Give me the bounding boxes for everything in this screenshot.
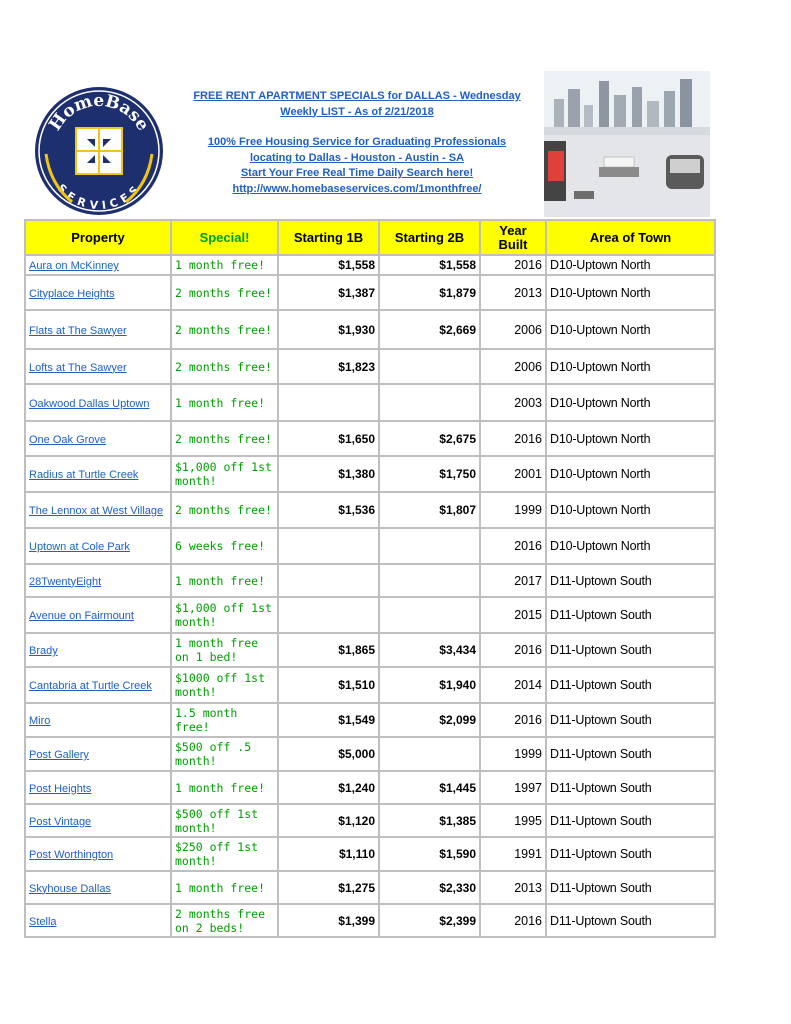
- property-cell: [25, 904, 171, 937]
- property-link[interactable]: Post Gallery: [29, 749, 89, 761]
- area-cell: D10-Uptown North: [546, 275, 715, 310]
- title-line-2: Weekly LIST - As of 2/21/2018: [280, 105, 434, 118]
- logo-brand-top: HomeBase: [45, 90, 153, 135]
- table-row: [25, 275, 715, 310]
- area-cell: D10-Uptown North: [546, 528, 715, 564]
- year-built-cell: 2017: [480, 564, 546, 597]
- starting-1b-cell: $1,865: [278, 633, 379, 667]
- area-cell: D10-Uptown North: [546, 492, 715, 528]
- special-cell: 2 months free!: [171, 310, 278, 349]
- property-cell: [25, 528, 171, 564]
- year-built-cell: 2013: [480, 275, 546, 310]
- property-cell: [25, 456, 171, 492]
- special-cell: 2 months free!: [171, 492, 278, 528]
- property-link[interactable]: Miro: [29, 715, 51, 727]
- table-row: [25, 837, 715, 871]
- area-cell: D11-Uptown South: [546, 837, 715, 871]
- property-link[interactable]: 28TwentyEight: [29, 575, 102, 588]
- table-row: [25, 528, 715, 564]
- special-cell: 1 month free on 1 bed!: [171, 633, 278, 667]
- property-link[interactable]: Post Heights: [29, 782, 92, 795]
- property-cell: [25, 384, 171, 421]
- starting-2b-cell: [379, 384, 480, 421]
- area-cell: D10-Uptown North: [546, 456, 715, 492]
- property-cell: [25, 349, 171, 384]
- special-cell: 1 month free!: [171, 384, 278, 421]
- property-cell: [25, 275, 171, 310]
- year-built-cell: 2016: [480, 255, 546, 275]
- homebase-url-link[interactable]: http://www.homebaseservices.com/1monthfree/: [232, 182, 482, 195]
- property-link[interactable]: One Oak Grove: [29, 433, 107, 446]
- area-cell: D11-Uptown South: [546, 737, 715, 771]
- year-built-cell: 2006: [480, 349, 546, 384]
- table-row: [25, 703, 715, 737]
- table-row: [25, 904, 715, 937]
- special-cell: 1 month free!: [171, 871, 278, 904]
- year-built-cell: 2006: [480, 310, 546, 349]
- property-link[interactable]: Aura on McKinney: [29, 260, 119, 272]
- year-built-cell: 2013: [480, 871, 546, 904]
- starting-2b-cell: $1,940: [379, 667, 480, 703]
- table-row: [25, 597, 715, 633]
- area-cell: D11-Uptown South: [546, 871, 715, 904]
- table-row: [25, 255, 715, 275]
- property-link[interactable]: Post Vintage: [29, 815, 92, 828]
- area-cell: D10-Uptown North: [546, 421, 715, 456]
- property-cell: [25, 310, 171, 349]
- property-cell: [25, 667, 171, 703]
- city-skyline-photo: [544, 71, 710, 217]
- homebase-logo: [32, 84, 166, 218]
- starting-1b-cell: $1,387: [278, 275, 379, 310]
- special-cell: 2 months free!: [171, 275, 278, 310]
- special-cell: 1 month free!: [171, 564, 278, 597]
- starting-2b-cell: $1,385: [379, 804, 480, 837]
- property-cell: [25, 703, 171, 737]
- year-built-cell: 2016: [480, 633, 546, 667]
- property-link[interactable]: Flats at The Sawyer: [29, 324, 127, 337]
- starting-1b-cell: $1,930: [278, 310, 379, 349]
- starting-2b-cell: $2,669: [379, 310, 480, 349]
- starting-1b-cell: $1,240: [278, 771, 379, 804]
- table-row: [25, 633, 715, 667]
- title-line-1: FREE RENT APARTMENT SPECIALS for DALLAS - Wednesday: [193, 90, 521, 102]
- starting-2b-cell: $1,558: [379, 255, 480, 275]
- starting-1b-cell: $1,275: [278, 871, 379, 904]
- special-cell: $1,000 off 1st month!: [171, 456, 278, 492]
- property-cell: [25, 737, 171, 771]
- property-link[interactable]: Post Worthington: [29, 849, 114, 861]
- table-row: [25, 349, 715, 384]
- area-cell: D10-Uptown North: [546, 384, 715, 421]
- col-header-starting-1b: Starting 1B: [278, 220, 379, 255]
- area-cell: D11-Uptown South: [546, 804, 715, 837]
- logo-brand-bottom: SERVICES: [54, 181, 144, 213]
- property-cell: [25, 633, 171, 667]
- table-row: [25, 871, 715, 904]
- starting-2b-cell: [379, 564, 480, 597]
- year-built-cell: 2001: [480, 456, 546, 492]
- col-header-property: Property: [25, 220, 171, 255]
- starting-2b-cell: $2,099: [379, 703, 480, 737]
- area-cell: D10-Uptown North: [546, 310, 715, 349]
- property-link[interactable]: Radius at Turtle Creek: [29, 469, 139, 481]
- table-row: [25, 771, 715, 804]
- property-link[interactable]: Lofts at The Sawyer: [29, 361, 127, 374]
- special-cell: $500 off .5 month!: [171, 737, 278, 771]
- starting-2b-cell: $1,445: [379, 771, 480, 804]
- year-built-cell: 1995: [480, 804, 546, 837]
- starting-1b-cell: $1,120: [278, 804, 379, 837]
- col-header-area: Area of Town: [546, 220, 715, 255]
- starting-1b-cell: [278, 384, 379, 421]
- table-row: [25, 310, 715, 349]
- area-cell: D11-Uptown South: [546, 564, 715, 597]
- special-cell: 1.5 month free!: [171, 703, 278, 737]
- year-built-cell: 1991: [480, 837, 546, 871]
- special-cell: 2 months free on 2 beds!: [171, 904, 278, 937]
- special-cell: 2 months free!: [171, 349, 278, 384]
- starting-1b-cell: $1,510: [278, 667, 379, 703]
- property-cell: [25, 255, 171, 275]
- starting-1b-cell: $1,549: [278, 703, 379, 737]
- property-link[interactable]: Cityplace Heights: [29, 287, 115, 300]
- table-row: [25, 456, 715, 492]
- table-row: [25, 667, 715, 703]
- service-line-2: locating to Dallas - Houston - Austin - SA: [249, 151, 465, 164]
- year-built-cell: 2016: [480, 528, 546, 564]
- starting-1b-cell: [278, 528, 379, 564]
- starting-2b-cell: $2,399: [379, 904, 480, 937]
- year-built-cell: 2016: [480, 421, 546, 456]
- property-link[interactable]: The Lennox at West Village: [29, 505, 164, 517]
- year-built-cell: 1999: [480, 737, 546, 771]
- property-link[interactable]: Avenue on Fairmount: [29, 610, 134, 622]
- starting-1b-cell: $1,536: [278, 492, 379, 528]
- area-cell: D11-Uptown South: [546, 633, 715, 667]
- property-cell: [25, 492, 171, 528]
- starting-2b-cell: $1,590: [379, 837, 480, 871]
- starting-1b-cell: $1,823: [278, 349, 379, 384]
- property-link[interactable]: Brady: [29, 645, 58, 657]
- special-cell: $500 off 1st month!: [171, 804, 278, 837]
- starting-2b-cell: $2,675: [379, 421, 480, 456]
- starting-2b-cell: $1,879: [379, 275, 480, 310]
- specials-table: [24, 219, 716, 938]
- special-cell: 1 month free!: [171, 771, 278, 804]
- table-row: [25, 564, 715, 597]
- special-cell: $1000 off 1st month!: [171, 667, 278, 703]
- search-link-text[interactable]: Start Your Free Real Time Daily Search here!: [240, 167, 474, 179]
- area-cell: D10-Uptown North: [546, 349, 715, 384]
- starting-2b-cell: [379, 597, 480, 633]
- property-link[interactable]: Stella: [29, 915, 57, 928]
- starting-2b-cell: $1,807: [379, 492, 480, 528]
- starting-1b-cell: [278, 597, 379, 633]
- table-row: [25, 737, 715, 771]
- starting-1b-cell: $5,000: [278, 737, 379, 771]
- starting-1b-cell: $1,110: [278, 837, 379, 871]
- property-cell: [25, 804, 171, 837]
- property-cell: [25, 871, 171, 904]
- year-built-cell: 2016: [480, 703, 546, 737]
- property-cell: [25, 771, 171, 804]
- starting-1b-cell: $1,558: [278, 255, 379, 275]
- year-built-cell: 1999: [480, 492, 546, 528]
- special-cell: $1,000 off 1st month!: [171, 597, 278, 633]
- property-cell: [25, 421, 171, 456]
- starting-2b-cell: $2,330: [379, 871, 480, 904]
- table-row: [25, 421, 715, 456]
- table-row: [25, 492, 715, 528]
- property-cell: [25, 564, 171, 597]
- year-built-cell: 2003: [480, 384, 546, 421]
- special-cell: 1 month free!: [171, 255, 278, 275]
- property-link[interactable]: Cantabria at Turtle Creek: [29, 680, 152, 692]
- property-link[interactable]: Skyhouse Dallas: [29, 882, 111, 895]
- header-block: [170, 89, 544, 197]
- starting-1b-cell: $1,380: [278, 456, 379, 492]
- year-built-cell: 2016: [480, 904, 546, 937]
- table-row: [25, 804, 715, 837]
- starting-2b-cell: $3,434: [379, 633, 480, 667]
- col-header-year-built: Year Built: [480, 220, 546, 255]
- year-built-cell: 1997: [480, 771, 546, 804]
- property-link[interactable]: Oakwood Dallas Uptown: [29, 397, 150, 410]
- special-cell: $250 off 1st month!: [171, 837, 278, 871]
- table-row: [25, 384, 715, 421]
- starting-2b-cell: [379, 528, 480, 564]
- starting-1b-cell: [278, 564, 379, 597]
- area-cell: D11-Uptown South: [546, 667, 715, 703]
- service-line-1: 100% Free Housing Service for Graduating Professionals: [207, 136, 507, 148]
- starting-2b-cell: [379, 737, 480, 771]
- property-link[interactable]: Uptown at Cole Park: [29, 541, 130, 553]
- starting-1b-cell: $1,399: [278, 904, 379, 937]
- special-cell: 2 months free!: [171, 421, 278, 456]
- area-cell: D10-Uptown North: [546, 255, 715, 275]
- starting-1b-cell: $1,650: [278, 421, 379, 456]
- year-built-cell: 2015: [480, 597, 546, 633]
- starting-2b-cell: $1,750: [379, 456, 480, 492]
- area-cell: D11-Uptown South: [546, 703, 715, 737]
- col-header-special: Special!: [171, 220, 278, 255]
- year-built-cell: 2014: [480, 667, 546, 703]
- special-cell: 6 weeks free!: [171, 528, 278, 564]
- starting-2b-cell: [379, 349, 480, 384]
- property-cell: [25, 597, 171, 633]
- area-cell: D11-Uptown South: [546, 904, 715, 937]
- property-cell: [25, 837, 171, 871]
- table-header-row: [25, 220, 715, 255]
- area-cell: D11-Uptown South: [546, 771, 715, 804]
- col-header-starting-2b: Starting 2B: [379, 220, 480, 255]
- area-cell: D11-Uptown South: [546, 597, 715, 633]
